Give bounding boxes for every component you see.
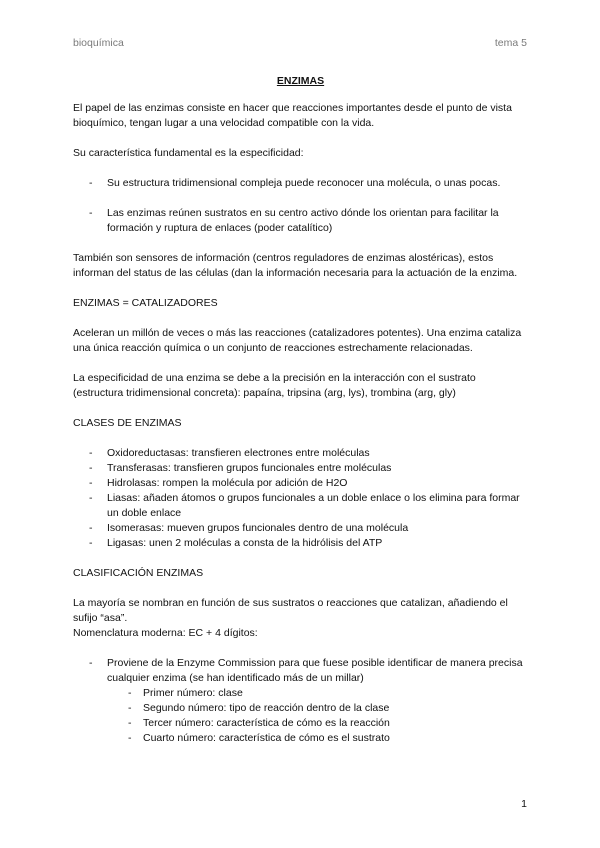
section-heading-classes: CLASES DE ENZIMAS (73, 417, 182, 429)
nomenclature-line: Nomenclatura moderna: EC + 4 dígitos: (73, 627, 258, 639)
list-item (73, 656, 528, 746)
specificity-paragraph: La especificidad de una enzima se debe a la precisión en la interacción con el sustrato (estructura tridimensional concreta): papaína, tripsina (arg, lys), trombina (arg, gly) (73, 372, 476, 399)
document-body (73, 74, 528, 761)
section-heading-classification: CLASIFICACIÓN ENZIMAS (73, 567, 204, 579)
list-item: - Oxidoreductasas: transfieren electrones entre moléculas (73, 446, 528, 461)
list-item: - Las enzimas reúnen sustratos en su centro activo dónde los orientan para facilitar la formación y ruptura de enlaces (poder catalítico) (73, 206, 528, 236)
sublist-item: - Primer número: clase (73, 686, 528, 701)
specificity-intro: Su característica fundamental es la especificidad: (73, 147, 304, 159)
list-item: - Ligasas: unen 2 moléculas a consta de la hidrólisis del ATP (73, 536, 528, 551)
sensors-paragraph: También son sensores de información (centros reguladores de enzimas alostéricas), estos informan del status de las células (dan la información necesaria para la actuación de la enzima. (73, 252, 518, 279)
specificity-list (73, 176, 528, 236)
sublist-item: - Tercer número: característica de cómo es la reacción (73, 716, 528, 731)
ec-item-text: Proviene de la Enzyme Commission para que fuese posible identificar de manera precisa cualquier enzima (se han identificado más de un millar) (107, 657, 523, 684)
sublist-item: - Cuarto número: característica de cómo es el sustrato (73, 731, 528, 746)
intro-paragraph: El papel de las enzimas consiste en hacer que reacciones importantes desde el punto de vista bioquímico, tengan lugar a una velocidad compatible con la vida. (73, 102, 512, 129)
header-subject: bioquímica (73, 37, 124, 49)
list-item: - Transferasas: transfieren grupos funcionales entre moléculas (73, 461, 528, 476)
ec-sublist (73, 686, 528, 746)
catalysts-paragraph: Aceleran un millón de veces o más las reacciones (catalizadores potentes). Una enzima cataliza una única reacción química o un conjunto de reacciones estrechamente relacionadas. (73, 327, 522, 354)
classification-paragraph: La mayoría se nombran en función de sus sustratos o reacciones que catalizan, añadiendo el sufijo “asa”. (73, 597, 508, 624)
ec-list (73, 656, 528, 746)
page-title: ENZIMAS (276, 75, 325, 87)
sublist-item: - Segundo número: tipo de reacción dentro de la clase (73, 701, 528, 716)
page-number: 1 (521, 798, 527, 810)
header-topic: tema 5 (494, 37, 527, 49)
section-heading-catalysts: ENZIMAS = CATALIZADORES (73, 297, 218, 309)
list-item: - Liasas: añaden átomos o grupos funcionales a un doble enlace o los elimina para formar un doble enlace (73, 491, 528, 521)
list-item: - Su estructura tridimensional compleja puede reconocer una molécula, o unas pocas. (73, 176, 528, 191)
list-item: - Hidrolasas: rompen la molécula por adición de H2O (73, 476, 528, 491)
enzyme-classes-list (73, 446, 528, 551)
list-item: - Isomerasas: mueven grupos funcionales dentro de una molécula (73, 521, 528, 536)
